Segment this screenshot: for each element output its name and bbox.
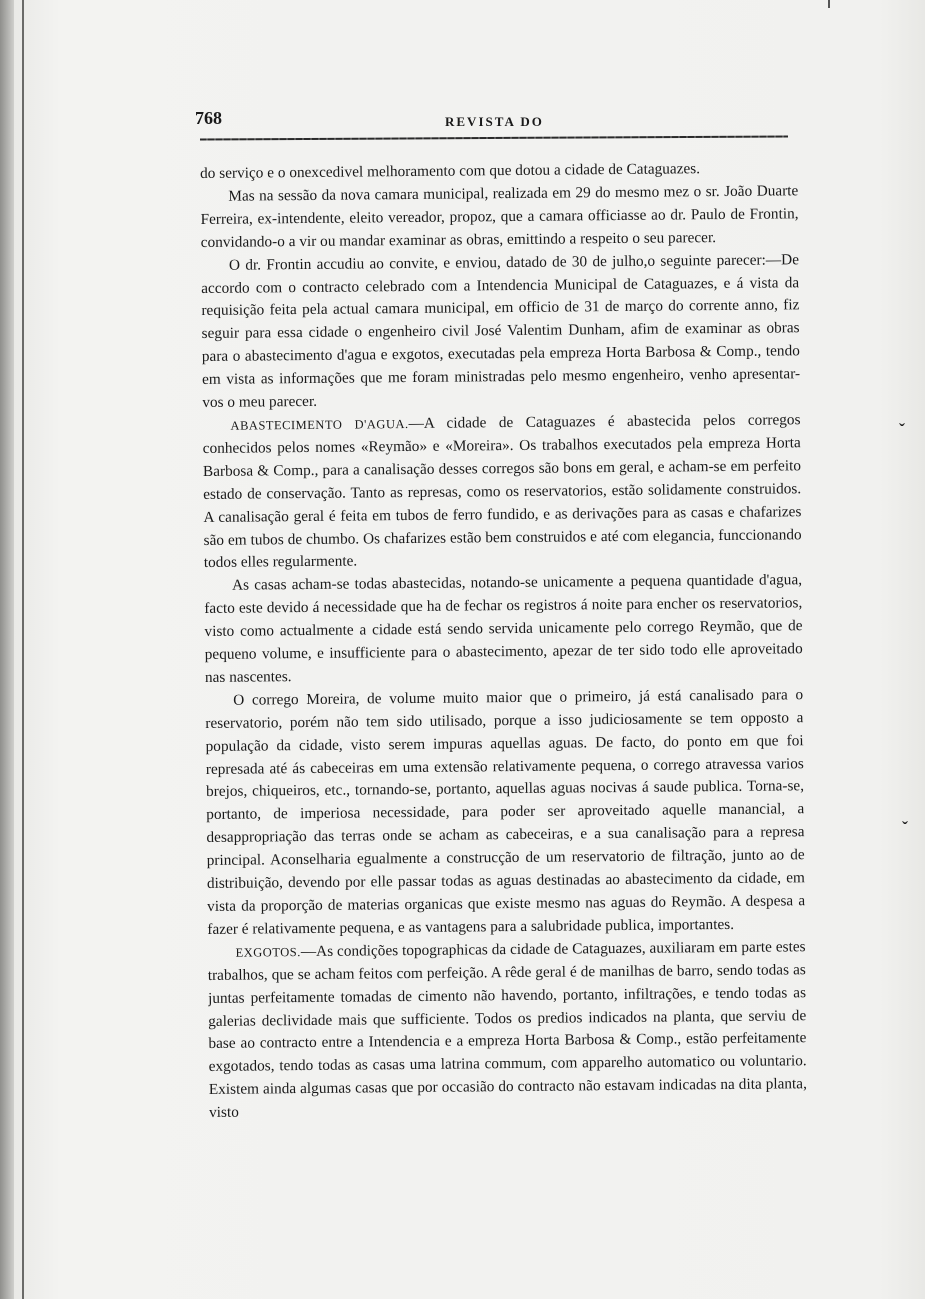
book-spine-shadow	[0, 0, 14, 1299]
margin-mark: ˇ	[899, 420, 905, 440]
running-head: REVISTA DO	[445, 114, 544, 129]
paragraph	[202, 409, 802, 575]
paragraph	[205, 684, 805, 942]
paragraph	[204, 570, 803, 690]
paragraph-text: O corrego Moreira, de volume muito maior que o primeiro, já está canalisado para o reservatorio, porém não tem sido utilisado, porque a isso judiciosamente se tem opposto a população da cidade, visto serem impuras aquellas aguas. De facto, do ponto em que foi represada até ás cabeceiras em uma extensão relativamente pequena, o corrego atravessa varios brejos, chiqueiros, etc., tornando-se, portanto, aquellas aguas nocivas á saude publica. Torna-se, portanto, de imperiosa necessidade, para poder ser aproveitado aquelle manancial, a desappropriação das terras onde se acham as cabeceiras, e a sua canalisação para a represa principal. Aconselharia egualmente a construcção de um reservatorio de filtração, junto ao de distribuição, devendo por elle passar todas as aguas destinadas ao abastecimento da cidade, em vista da proporção de materias organicas que existe mesmo nas aguas do Reymão. A despesa a fazer é relativamente pequena, e as vantagens para a salubridade publica, importantes.	[205, 686, 806, 938]
paragraph-text: Mas na sessão da nova camara municipal, realizada em 29 do mesmo mez o sr. João Duarte Ferreira, ex-intendente, eleito vereador, propoz, que a camara officiasse ao dr. Paulo de Frontin, convidando-o a vir ou mandar examinar as obras, emittindo a respeito o seu parecer.	[200, 182, 799, 251]
margin-mark: ˇ	[902, 818, 908, 838]
paragraph-text: —As condições topographicas da cidade de Cataguazes, auxiliaram em parte estes trabalhos, que se acham feitos com perfeição. A rêde geral é de manilhas de barro, sendo todas as juntas perfeitamente tomadas de cimento não havendo, portanto, infiltrações, e tendo todas as galerias declividade mais que sufficiente. Todos os predios indicados na planta, que serviu de base ao contracto entre a Intendencia e a empreza Horta Barbosa & Comp., estão perfeitamente exgotados, tendo todas as casas uma latrina commum, com apparelho automatico ou voluntario. Existem ainda algumas casas que por occasião do contracto não estavam indicadas na dita planta, visto	[207, 938, 807, 1122]
page-number: 768	[195, 108, 222, 128]
paragraph-text: do serviço e o onexcedivel melhoramento com que dotou a cidade de Cataguazes.	[200, 160, 701, 182]
paragraph-text: As casas acham-se todas abastecidas, notando-se unicamente a pequena quantidade d'agua, facto este devido á necessidade que ha de fechar os registros á noite para encher os reservatorios, visto como actualmente a cidade está sendo servida unicamente pelo corrego Reymão, que de pequeno volume, e insufficiente para o abastecimento, apezar de ter sido todo elle aproveitado nas nascentes.	[204, 571, 803, 686]
section-heading: EXGOTOS.	[235, 944, 301, 960]
paragraph	[200, 180, 799, 254]
paragraph-text: O dr. Frontin accudiu ao convite, e enviou, datado de 30 de julho,o seguinte parecer:—De accordo com o contracto celebrado com a Intendencia Municipal de Cataguazes, e á vista da requisição feita pela actual camara municipal, em officio de 31 de março do corrente anno, fiz seguir para essa cidade o engenheiro civil José Valentim Dunham, afim de examinar as obras para o abastecimento d'agua e exgotos, executadas pela empreza Horta Barbosa & Comp., tendo em vista as informações que me foram ministradas pelo mesmo engenheiro, venho apresentar-vos o meu parecer.	[201, 250, 801, 412]
section-heading: ABASTECIMENTO D'AGUA.	[230, 416, 409, 433]
paragraph-text: —A cidade de Cataguazes é abastecida pelos corregos conhecidos pelos nomes «Reymão» e «Moreira». Os trabalhos executados pela empreza Horta Barbosa & Comp., para a canalisação desses corregos são bons em geral, e acham-se em perfeito estado de conservação. Tanto as represas, como os reservatorios, estão solidamente construidos. A canalisação geral é feita em tubos de ferro fundido, e as derivações para as casas e chafarizes são em tubos de chumbo. Os chafarizes estão bem construidos e até com elegancia, funccionando todos elles regularmente.	[202, 411, 802, 572]
body-text	[200, 157, 809, 1293]
paragraph	[201, 249, 801, 415]
gutter-line	[22, 0, 24, 1299]
scan-speck	[828, 0, 830, 8]
paragraph	[207, 936, 807, 1125]
